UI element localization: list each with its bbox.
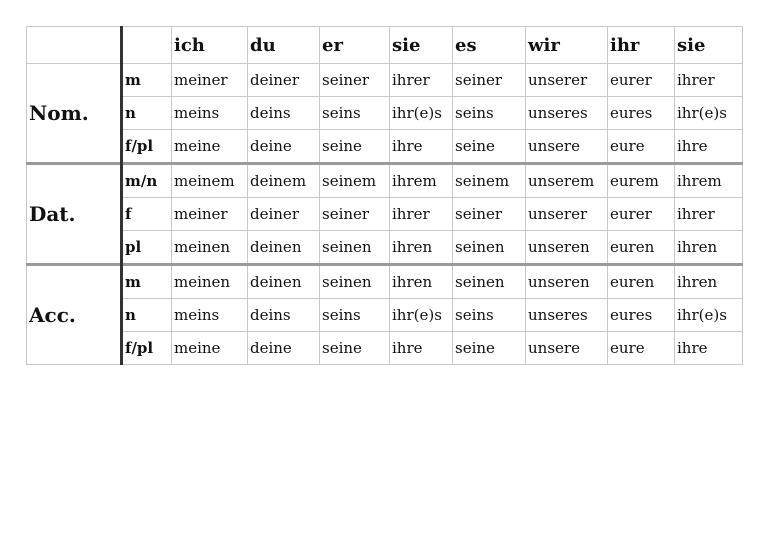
pronoun-form-cell: ihre <box>390 130 453 164</box>
pronoun-form-cell: unsere <box>526 332 608 365</box>
subcase-label: n <box>122 299 172 332</box>
pronoun-form-cell: seiner <box>320 198 390 231</box>
pronoun-form-cell: deiner <box>248 64 320 97</box>
header-person-du: du <box>248 27 320 64</box>
subcase-label: m <box>122 265 172 299</box>
pronoun-form-cell: seiner <box>453 198 526 231</box>
pronoun-form-cell: ihre <box>390 332 453 365</box>
pronoun-form-cell: seine <box>453 332 526 365</box>
pronoun-form-cell: deinen <box>248 231 320 265</box>
pronoun-form-cell: eures <box>608 97 675 130</box>
pronoun-form-cell: seinen <box>453 231 526 265</box>
pronoun-form-cell: meine <box>172 130 248 164</box>
pronoun-form-cell: seins <box>320 299 390 332</box>
pronoun-form-cell: ihre <box>675 130 743 164</box>
header-corner-empty <box>27 27 122 64</box>
pronoun-form-cell: eure <box>608 332 675 365</box>
header-person-ich: ich <box>172 27 248 64</box>
pronoun-form-cell: unseren <box>526 265 608 299</box>
pronoun-form-cell: eure <box>608 130 675 164</box>
pronoun-form-cell: unserem <box>526 164 608 198</box>
subcase-label: m/n <box>122 164 172 198</box>
pronoun-form-cell: deine <box>248 130 320 164</box>
subcase-label: n <box>122 97 172 130</box>
pronoun-form-cell: eures <box>608 299 675 332</box>
pronoun-form-cell: seins <box>453 299 526 332</box>
pronoun-form-cell: seinem <box>453 164 526 198</box>
pronoun-form-cell: ihrer <box>390 198 453 231</box>
pronoun-form-cell: euren <box>608 231 675 265</box>
pronoun-form-cell: meinen <box>172 231 248 265</box>
subcase-label: pl <box>122 231 172 265</box>
table-row <box>27 332 743 365</box>
pronoun-form-cell: seine <box>320 130 390 164</box>
pronoun-form-cell: eurer <box>608 64 675 97</box>
table-row <box>27 198 743 231</box>
pronoun-form-cell: ihren <box>675 231 743 265</box>
pronoun-form-cell: seinen <box>453 265 526 299</box>
header-person-ihr: ihr <box>608 27 675 64</box>
table-row <box>27 164 743 198</box>
pronoun-form-cell: seinem <box>320 164 390 198</box>
pronoun-form-cell: unseres <box>526 97 608 130</box>
pronoun-form-cell: ihren <box>675 265 743 299</box>
pronoun-form-cell: ihrer <box>675 198 743 231</box>
pronoun-form-cell: ihr(e)s <box>390 97 453 130</box>
pronoun-form-cell: seinen <box>320 231 390 265</box>
pronoun-form-cell: unseren <box>526 231 608 265</box>
pronoun-form-cell: deinen <box>248 265 320 299</box>
pronoun-form-cell: ihr(e)s <box>390 299 453 332</box>
pronoun-form-cell: eurer <box>608 198 675 231</box>
pronoun-form-cell: ihren <box>390 265 453 299</box>
pronoun-form-cell: deinem <box>248 164 320 198</box>
pronoun-form-cell: ihrem <box>390 164 453 198</box>
header-subcase-empty <box>122 27 172 64</box>
header-person-er: er <box>320 27 390 64</box>
pronoun-form-cell: ihr(e)s <box>675 299 743 332</box>
pronoun-form-cell: euren <box>608 265 675 299</box>
table-row <box>27 231 743 265</box>
pronoun-form-cell: seins <box>320 97 390 130</box>
pronoun-form-cell: meins <box>172 299 248 332</box>
table-row <box>27 299 743 332</box>
subcase-label: f/pl <box>122 332 172 365</box>
pronoun-form-cell: seinen <box>320 265 390 299</box>
case-label: Acc. <box>27 265 122 365</box>
pronoun-form-cell: seiner <box>320 64 390 97</box>
pronoun-form-cell: unseres <box>526 299 608 332</box>
pronoun-form-cell: deiner <box>248 198 320 231</box>
header-row <box>27 27 743 64</box>
pronoun-form-cell: ihren <box>390 231 453 265</box>
subcase-label: m <box>122 64 172 97</box>
pronoun-form-cell: meine <box>172 332 248 365</box>
possessive-pronoun-table <box>26 26 743 365</box>
pronoun-form-cell: meinem <box>172 164 248 198</box>
pronoun-form-cell: seins <box>453 97 526 130</box>
pronoun-form-cell: unserer <box>526 64 608 97</box>
pronoun-form-cell: deins <box>248 97 320 130</box>
table-row <box>27 265 743 299</box>
subcase-label: f <box>122 198 172 231</box>
header-person-es: es <box>453 27 526 64</box>
pronoun-form-cell: eurem <box>608 164 675 198</box>
table-body <box>27 64 743 365</box>
pronoun-form-cell: seine <box>320 332 390 365</box>
pronoun-form-cell: seiner <box>453 64 526 97</box>
pronoun-form-cell: ihr(e)s <box>675 97 743 130</box>
table-row <box>27 130 743 164</box>
pronoun-form-cell: deine <box>248 332 320 365</box>
pronoun-form-cell: unserer <box>526 198 608 231</box>
pronoun-form-cell: seine <box>453 130 526 164</box>
header-person-sie-plural: sie <box>675 27 743 64</box>
pronoun-form-cell: deins <box>248 299 320 332</box>
case-label: Dat. <box>27 164 122 265</box>
pronoun-form-cell: ihrer <box>390 64 453 97</box>
pronoun-form-cell: meiner <box>172 64 248 97</box>
pronoun-form-cell: ihre <box>675 332 743 365</box>
pronoun-form-cell: meins <box>172 97 248 130</box>
header-person-sie: sie <box>390 27 453 64</box>
subcase-label: f/pl <box>122 130 172 164</box>
pronoun-form-cell: meinen <box>172 265 248 299</box>
table-row <box>27 64 743 97</box>
table-row <box>27 97 743 130</box>
pronoun-form-cell: unsere <box>526 130 608 164</box>
header-person-wir: wir <box>526 27 608 64</box>
pronoun-form-cell: meiner <box>172 198 248 231</box>
pronoun-form-cell: ihrer <box>675 64 743 97</box>
pronoun-form-cell: ihrem <box>675 164 743 198</box>
case-label: Nom. <box>27 64 122 164</box>
